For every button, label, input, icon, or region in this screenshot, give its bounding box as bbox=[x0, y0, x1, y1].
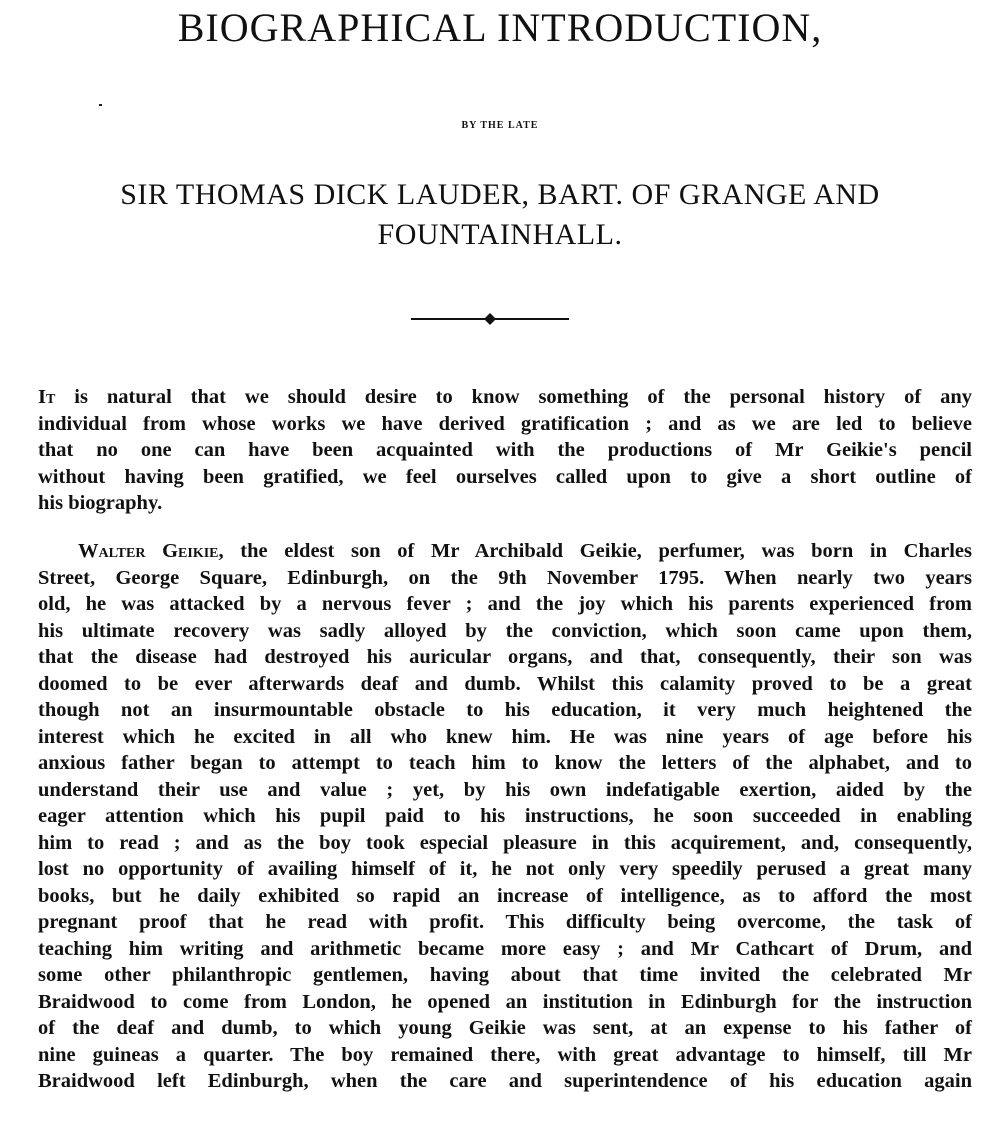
author-line-2: FOUNTAINHALL. bbox=[377, 218, 623, 251]
text-line: some other philanthropic gentlemen, having about that time invited the celebrated Mr bbox=[38, 964, 972, 986]
text-line: old, he was attacked by a nervous fever ; and the joy which his parents experienced from bbox=[38, 593, 972, 615]
scan-speck bbox=[99, 104, 102, 106]
text-line: eager attention which his pupil paid to his instructions, he soon succeeded in enabling bbox=[38, 805, 972, 827]
page-title: BIOGRAPHICAL INTRODUCTION, bbox=[177, 5, 823, 50]
text-line: pregnant proof that he read with profit. This difficulty being overcome, the task of bbox=[38, 911, 972, 933]
text-line: his ultimate recovery was sadly alloyed by the conviction, which soon came upon them, bbox=[38, 619, 972, 642]
text-line: understand their use and value ; yet, by his own indefatigable exertion, aided by the bbox=[38, 778, 972, 801]
lead-in-small-caps: Walter Geikie, bbox=[78, 540, 224, 562]
text-line: anxious father began to attempt to teach him to know the letters of the alphabet, and to bbox=[38, 752, 972, 774]
paragraph-1 bbox=[38, 384, 972, 517]
paragraph-2 bbox=[38, 538, 972, 1095]
text-line: him to read ; and as the boy took especial pleasure in this acquirement, and, consequently, bbox=[38, 831, 972, 854]
text-line: nine guineas a quarter. The boy remained there, with great advantage to himself, till Mr bbox=[38, 1043, 972, 1066]
text-line: Braidwood to come from London, he opened an institution in Edinburgh for the instruction bbox=[38, 990, 972, 1013]
text-line: his biography. bbox=[38, 492, 163, 514]
text-line: Street, George Square, Edinburgh, on the 9th November 1795. When nearly two years bbox=[38, 566, 972, 589]
text-line bbox=[38, 384, 972, 411]
text-line: without having been gratified, we feel ourselves called upon to give a short outline of bbox=[38, 465, 972, 488]
lead-in-small-caps: It bbox=[38, 386, 56, 408]
text-line: doomed to be ever afterwards deaf and dumb. Whilst this calamity proved to be a great bbox=[38, 672, 972, 695]
text-line: teaching him writing and arithmetic became more easy ; and Mr Cathcart of Drum, and bbox=[38, 937, 972, 960]
text-line: of the deaf and dumb, to which young Geikie was sent, at an expense to his father of bbox=[38, 1017, 972, 1039]
author-line-1: SIR THOMAS DICK LAUDER, BART. OF GRANGE AND bbox=[120, 178, 880, 211]
byline: BY THE LATE bbox=[461, 120, 539, 131]
text-line bbox=[38, 538, 972, 565]
text-line: individual from whose works we have derived gratification ; and as we are led to believe bbox=[38, 412, 972, 435]
text-line: that the disease had destroyed his auricular organs, and that, consequently, their son was bbox=[38, 646, 972, 668]
text-line: interest which he excited in all who knew him. He was nine years of age before his bbox=[38, 725, 972, 748]
text-line: though not an insurmountable obstacle to his education, it very much heightened the bbox=[38, 699, 972, 721]
text-line: Braidwood left Edinburgh, when the care and superintendence of his education again bbox=[38, 1070, 972, 1092]
text-line: books, but he daily exhibited so rapid an increase of intelligence, as to afford the most bbox=[38, 884, 972, 907]
line-text: the eldest son of Mr Archibald Geikie, perfumer, was born in Charles bbox=[223, 540, 972, 562]
text-line: lost no opportunity of availing himself of it, he not only very speedily perused a great many bbox=[38, 858, 972, 880]
text-line: that no one can have been acquainted with the productions of Mr Geikie's pencil bbox=[38, 439, 972, 461]
rule-with-diamond-icon bbox=[411, 311, 569, 327]
line-text: is natural that we should desire to know something of the personal history of any bbox=[55, 386, 972, 408]
